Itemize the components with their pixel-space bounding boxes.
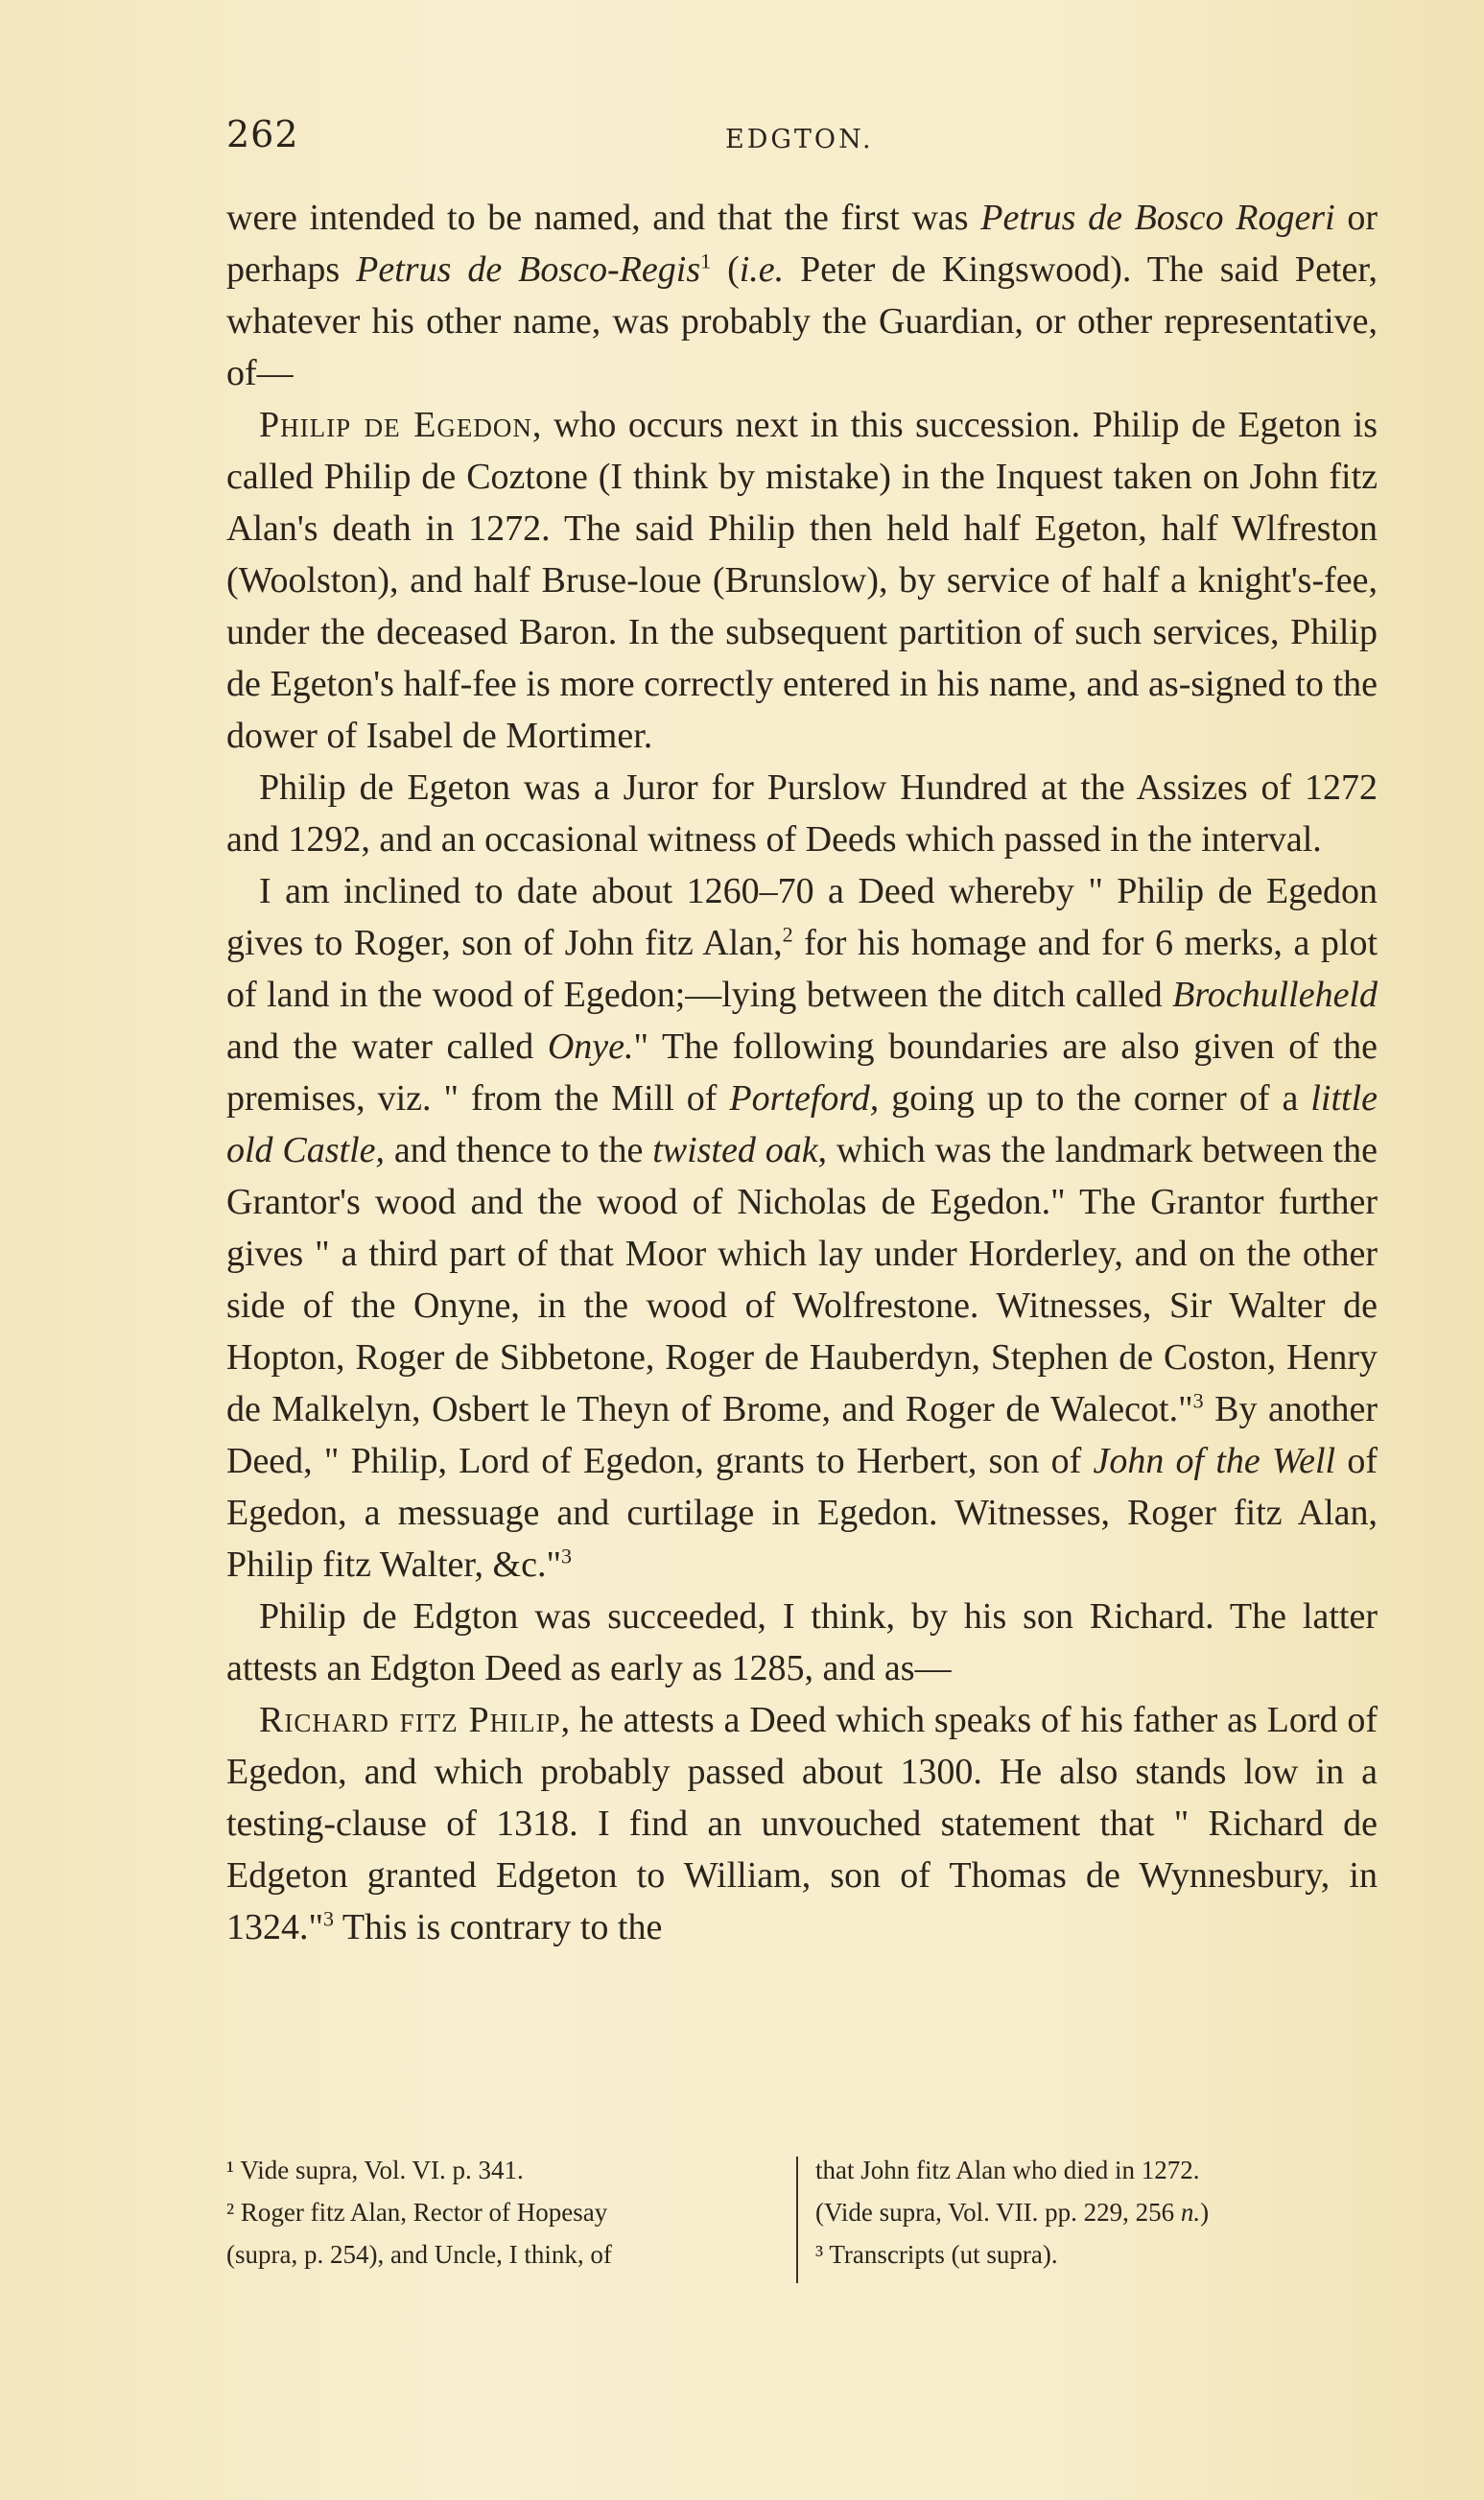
text-run: " The following boundaries are also given of the premises, viz. " from the Mill of — [226, 1026, 1378, 1119]
text-run: for his homage and for 6 merks, a plot of land in the wood of Egedon;—lying between the ditch called — [226, 923, 1378, 1015]
text-run: of Egedon, a messuage and curtilage in Egedon. Witnesses, Roger fitz Alan, Philip fitz Walter, &c." — [226, 1441, 1378, 1585]
italic-run: Petrus de Bosco-Regis — [356, 249, 701, 290]
italic-run: n. — [1180, 2198, 1201, 2227]
footnote-line: that John fitz Alan who died in 1272. — [815, 2156, 1200, 2184]
footnote-ref: 1 — [700, 248, 712, 273]
paragraph-5 — [226, 1591, 1378, 1694]
main-text — [226, 192, 1378, 1953]
footnote-divider — [796, 2157, 798, 2283]
text-run: , who occurs next in this succession. Philip de Egeton is called Philip de Coztone (I think by mistake) in the Inquest taken on John fitz Alan's death in 1272. The said Philip then held half Egeton, half Wlfreston (Woolston), and half Bruse-loue (Brunslow), by service of half a knight's-fee, under the deceased Baron. In the subsequent partition of such services, Philip de Egeton's half-fee is more correctly entered in his name, and as-signed to the dower of Isabel de Mortimer. — [226, 405, 1378, 756]
footnote-line — [815, 2191, 1367, 2233]
footnotes — [226, 2149, 1378, 2283]
text-run: which was the landmark between the Grantor's wood and the wood of Nicholas de Egedon." The Grantor further gives " a third part of that Moor which lay under Horderley, and on the other side of the Onyne, in the wood of Wolfrestone. Witnesses, Sir Walter de Hopton, Roger de Sibbetone, Roger de Hauberdyn, Stephen de Coston, Henry de Malkelyn, Osbert le Theyn of Brome, and Roger de Walecot." — [226, 1130, 1378, 1429]
page-number: 262 — [226, 113, 299, 155]
text-run: Philip de Edgton was succeeded, I think, by his son Richard. The latter attests an Edgton Deed as early as 1285, and as— — [226, 1596, 1378, 1688]
footnotes-right-column — [815, 2149, 1367, 2276]
text-run: , he attests a Deed which speaks of his father as Lord of Egedon, and which probably passed about 1300. He also stands low in a testing-clause of 1318. I find an unvouched statement that " Richard de Edgeton granted Edgeton to William, son of Thomas de Wynnesbury, in 1324." — [226, 1700, 1378, 1947]
text-run: were intended to be named, and that the first was — [226, 198, 981, 238]
italic-run: Brochulleheld — [1172, 975, 1378, 1015]
italic-run: little old Castle, — [226, 1078, 1378, 1170]
italic-run: Porteford, — [729, 1078, 880, 1119]
footnote-line: ² Roger fitz Alan, Rector of Hopesay — [226, 2198, 608, 2227]
footnote-ref: 3 — [561, 1544, 572, 1568]
paragraph-6 — [226, 1694, 1378, 1953]
footnote-ref: 3 — [1192, 1388, 1204, 1413]
text-run: and the water called — [226, 1026, 548, 1067]
text-run: This is contrary to the — [334, 1907, 663, 1947]
footnotes-left-column — [226, 2149, 778, 2276]
text-run: going up to the corner of a — [879, 1078, 1311, 1119]
text-run: and thence to the — [385, 1130, 653, 1170]
italic-run: Onye. — [547, 1026, 634, 1067]
small-caps-heading: Philip de Egedon — [259, 405, 532, 445]
text-run: By another Deed, " Philip, Lord of Egedon, grants to Herbert, son of — [226, 1389, 1378, 1481]
footnote-line: ³ Transcripts (ut supra). — [815, 2240, 1058, 2269]
italic-run: i.e. — [739, 249, 785, 290]
italic-run: Petrus de Bosco Rogeri — [980, 198, 1335, 238]
paragraph-3 — [226, 762, 1378, 865]
text-run: Peter de Kingswood). The said Peter, whatever his other name, was probably the Guardian, or other representative, of— — [226, 249, 1378, 393]
paragraph-4 — [226, 865, 1378, 1591]
text-run: ) — [1200, 2198, 1210, 2227]
text-run: or perhaps — [226, 198, 1378, 290]
paragraph-2 — [226, 399, 1378, 762]
text-run: I am inclined to date about 1260–70 a Deed whereby " Philip de Egedon gives to Roger, son of John fitz Alan, — [226, 871, 1378, 963]
footnote-ref: 3 — [323, 1906, 335, 1931]
paragraph-1 — [226, 192, 1378, 399]
footnote-ref: 2 — [782, 922, 793, 947]
footnote-line: ¹ Vide supra, Vol. VI. p. 341. — [226, 2156, 524, 2184]
text-run: Philip de Egeton was a Juror for Purslow Hundred at the Assizes of 1272 and 1292, and an occasional witness of Deeds which passed in the interval. — [226, 767, 1378, 860]
running-head — [226, 113, 1378, 171]
italic-run: twisted oak, — [652, 1130, 828, 1170]
italic-run: John of the Well — [1093, 1441, 1336, 1481]
text-run: (Vide supra, Vol. VII. pp. 229, 256 — [815, 2198, 1181, 2227]
small-caps-heading: Richard fitz Philip — [259, 1700, 561, 1740]
text-run: ( — [711, 249, 740, 290]
footnote-line: (supra, p. 254), and Uncle, I think, of — [226, 2240, 612, 2269]
running-title: EDGTON. — [725, 125, 874, 154]
